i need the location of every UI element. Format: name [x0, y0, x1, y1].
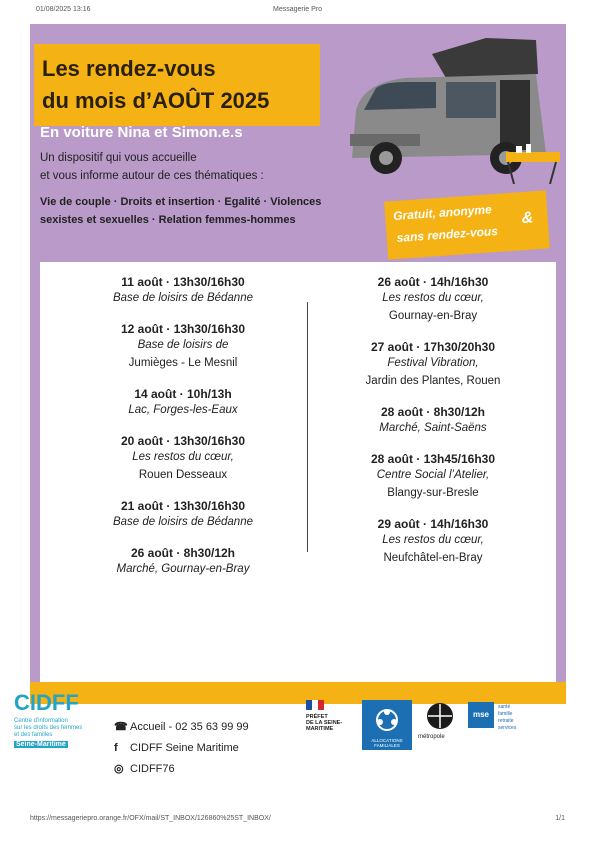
event-location: Lac, Forges-les-Eaux	[128, 404, 238, 416]
event-date-time: 26 août · 8h30/12h	[130, 546, 236, 560]
caf-text: ALLOCATIONS FAMILIALES	[371, 738, 403, 748]
badge-line-2: sans rendez-vous	[396, 223, 499, 245]
topics-line-1: Vie de couple · Droits et insertion · Egalité · Violences	[40, 196, 322, 208]
event-location: Jardin des Plantes, Rouen	[365, 375, 501, 387]
contact-phone	[114, 720, 249, 733]
poster	[30, 24, 566, 804]
caf-logo	[362, 700, 412, 750]
cidff-desc-line-1: Centre d'information	[14, 718, 68, 724]
column-divider	[307, 302, 308, 552]
free-badge	[384, 190, 550, 259]
instagram-icon: ◎	[114, 763, 124, 775]
mse-logo	[468, 702, 528, 742]
title-line-1: Les rendez-vous	[42, 56, 216, 81]
title-line-2: du mois d’AOÛT 2025	[42, 88, 270, 113]
schedule-column-left	[68, 275, 298, 593]
print-page-number: 1/1	[555, 815, 565, 822]
prefet-text-2: DE LA SEINE-	[306, 720, 343, 726]
print-url: https://messageriepro.orange.fr/OFX/mail/ST_INBOX/126860%25ST_INBOX/	[30, 815, 271, 822]
prefet-logo	[306, 700, 356, 760]
event-location: Gournay-en-Bray	[388, 310, 478, 322]
contact-facebook	[114, 742, 239, 754]
event-item	[318, 517, 548, 567]
event-item	[68, 387, 298, 419]
event-date-time: 20 août · 13h30/16h30	[120, 434, 246, 448]
event-location: Rouen Desseaux	[138, 469, 228, 481]
schedule-card	[40, 262, 556, 682]
prefet-text-3: MARITIME	[306, 726, 334, 732]
event-item	[318, 275, 548, 325]
contact-phone-text: Accueil - 02 35 63 99 99	[130, 721, 249, 733]
contact-instagram	[114, 762, 175, 775]
contact-instagram-text: CIDFF76	[130, 763, 175, 775]
subtitle: En voiture Nina et Simon.e.s	[40, 124, 243, 141]
print-header	[0, 6, 595, 18]
cidff-region: Seine-Maritime	[16, 741, 66, 748]
event-date-time: 21 août · 13h30/16h30	[120, 499, 246, 513]
phone-icon: ☎	[114, 721, 128, 733]
mse-text-2: famille	[498, 711, 513, 717]
event-location: Base de loisirs de Bédanne	[112, 292, 253, 304]
mse-text-1: santé	[498, 704, 511, 710]
cidff-logo-name: CIDFF	[14, 690, 79, 715]
event-date-time: 29 août · 14h/16h30	[377, 517, 489, 531]
cidff-desc-line-2: sur les droits des femmes	[14, 725, 83, 731]
mse-box: mse	[468, 702, 494, 728]
event-location: Base de loisirs de Bédanne	[112, 516, 253, 528]
van-illustration	[336, 34, 562, 184]
event-date-time: 27 août · 17h30/20h30	[370, 340, 496, 354]
event-location: Les restos du cœur,	[132, 451, 234, 463]
french-flag-icon	[306, 700, 324, 710]
event-date-time: 14 août · 10h/13h	[134, 387, 232, 401]
event-item	[68, 275, 298, 307]
event-date-time: 28 août · 13h45/16h30	[370, 452, 496, 466]
event-item	[68, 434, 298, 484]
event-location: Jumièges - Le Mesnil	[128, 357, 238, 369]
cidff-desc-line-3: et des familles	[14, 732, 53, 738]
schedule-column-right	[318, 275, 548, 582]
footer-band	[30, 682, 566, 704]
event-location: Les restos du cœur,	[382, 292, 484, 304]
event-item	[68, 322, 298, 372]
badge-line-1: Gratuit, anonyme	[392, 202, 493, 224]
event-date-time: 26 août · 14h/16h30	[377, 275, 489, 289]
event-date-time: 28 août · 8h30/12h	[380, 405, 486, 419]
event-location: Les restos du cœur,	[382, 534, 484, 546]
title-box	[34, 44, 320, 126]
event-location: Neufchâtel-en-Bray	[383, 552, 483, 564]
metropole-emblem-icon	[418, 702, 462, 732]
event-location: Base de loisirs de	[137, 339, 229, 351]
event-item	[68, 546, 298, 578]
mse-text-4: services	[498, 725, 517, 731]
event-date-time: 12 août · 13h30/16h30	[120, 322, 246, 336]
print-date: 01/08/2025 13:16	[36, 6, 91, 13]
facebook-icon: f	[114, 742, 118, 754]
event-location: Centre Social l’Atelier,	[376, 469, 490, 481]
badge-ampersand: &	[521, 209, 534, 228]
intro-line-2: et vous informe autour de ces thématiques :	[40, 170, 264, 182]
contact-facebook-text: CIDFF Seine Maritime	[130, 742, 239, 754]
metropole-text: métropole	[418, 734, 445, 740]
intro-line-1: Un dispositif qui vous accueille	[40, 152, 197, 164]
topics-line-2: sexistes et sexuelles · Relation femmes-hommes	[40, 214, 296, 226]
mse-text-3: retraite	[498, 718, 514, 724]
event-location: Marché, Saint-Saëns	[379, 422, 487, 434]
event-date-time: 11 août · 13h30/16h30	[121, 275, 245, 289]
event-location: Festival Vibration,	[387, 357, 479, 369]
event-location: Blangy-sur-Bresle	[387, 487, 479, 499]
event-item	[68, 499, 298, 531]
event-item	[318, 340, 548, 390]
event-location: Marché, Gournay-en-Bray	[116, 563, 250, 575]
event-item	[318, 452, 548, 502]
print-app-name: Messagerie Pro	[272, 6, 323, 13]
prefet-text-1: PRÉFET	[306, 714, 328, 720]
metropole-logo	[418, 702, 462, 752]
event-item	[318, 405, 548, 437]
